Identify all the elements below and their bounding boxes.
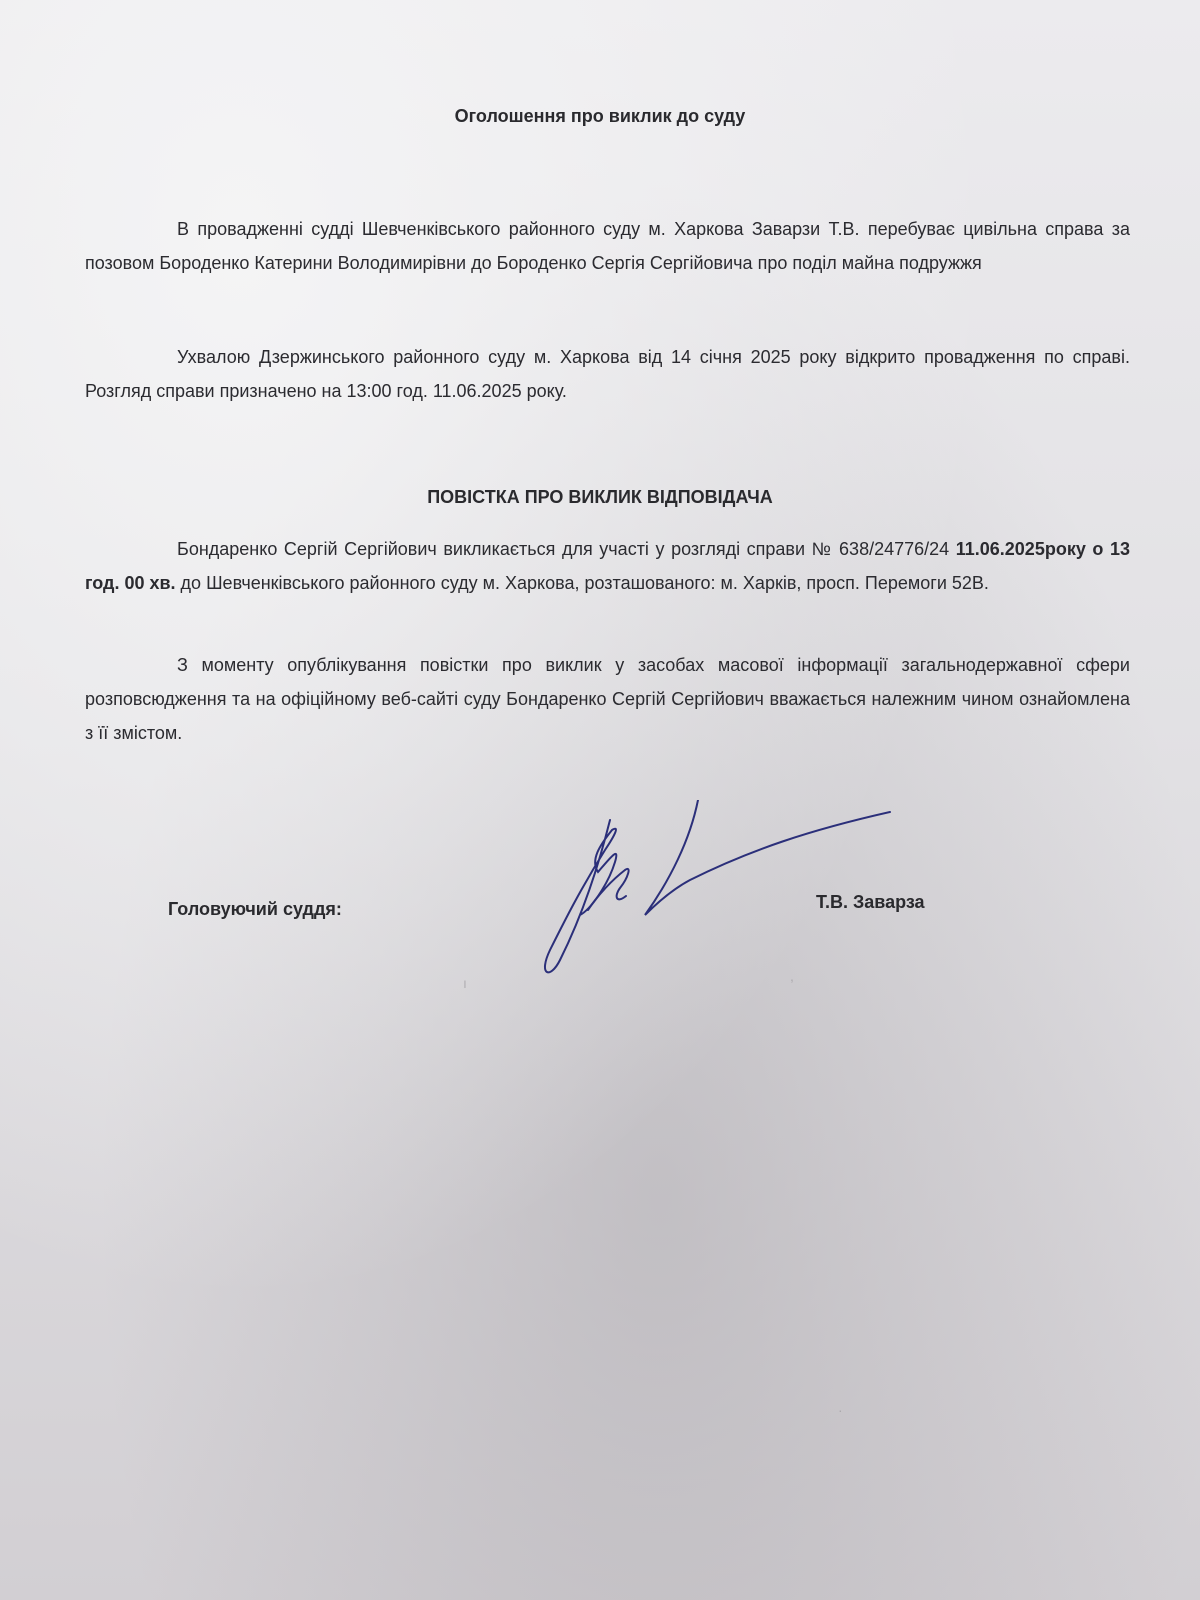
signer-role: Головуючий суддя: [168, 899, 342, 919]
paragraph-notice: З моменту опублікування повістки про виклик у засобах масової інформації загальнодержавної сфери розповсюдження та на офіційному веб-сайті суду Бондаренко Сергій Сергійович вважається належним чином ознайомлена з її змістом. [85, 655, 1130, 743]
paragraph-case-info: В провадженні судді Шевченківського районного суду м. Харкова Заварзи Т.В. перебуває цивільна справа за позовом Бороденко Катерини Володимирівни до Бороденко Сергія Сергійовича про поділ майна подружжя [85, 219, 1130, 273]
summons-text-end: до Шевченківського районного суду м. Харкова, розташованого: м. Харків, просп. Перемоги 52В. [175, 573, 989, 593]
signer-name: Т.В. Заварза [816, 892, 925, 912]
paragraph-summons [85, 532, 1130, 600]
paper-speck: , [790, 968, 794, 984]
document-title: Оголошення про виклик до суду [454, 106, 746, 126]
paper-speck: · [838, 1402, 843, 1418]
summons-text-start: Бондаренко Сергій Сергійович викликається для участі у розгляді справи № 638/24776/24 [177, 539, 956, 559]
summons-heading: ПОВІСТКА ПРО ВИКЛИК ВІДПОВІДАЧА [427, 487, 773, 507]
paper-speck: ı [463, 975, 467, 991]
summons-date-time: 11.06.2025року о 13 год. 00 хв. [85, 539, 1130, 593]
paragraph-ruling: Ухвалою Дзержинського районного суду м. Харкова від 14 січня 2025 року відкрито провадження по справі. Розгляд справи призначено на 13:00 год. 11.06.2025 року. [85, 347, 1130, 401]
